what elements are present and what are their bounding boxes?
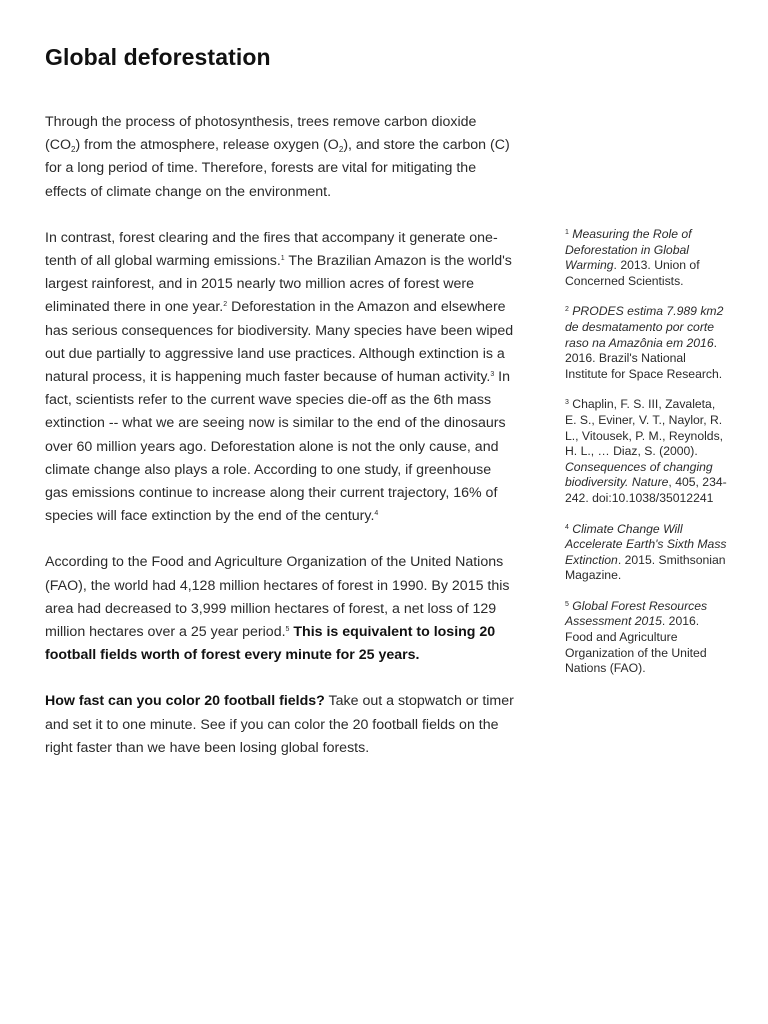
footnote-number: 5 xyxy=(565,600,569,608)
emphasis-text: This is equivalent to losing 20 football fields worth of forest every minute for 25 years. xyxy=(45,624,496,664)
paragraph-fao xyxy=(45,551,515,667)
paragraph-text: In fact, scientists refer to the current wave species die-off as the 6th mass extinction -- what we are seeing now is similar to the end of the dinosaurs over 60 million years ago. Deforestation alone is not the only cause, and climate change also plays a role. According to one study, if greenhouse gas emissions continue to increase along their current trajectory, 16% of species will face extinction by the end of the century. xyxy=(45,369,510,525)
footnote-title: Consequences of changing biodiversity. Nature xyxy=(565,459,713,490)
paragraph-text: ) from the atmosphere, release oxygen (O xyxy=(75,137,339,154)
paragraph-text: Take out a stopwatch or timer and set it to one minute. See if you can color the 20 football fields on the right faster than we have been losing global forests. xyxy=(45,693,514,756)
footnote-title: Global Forest Resources Assessment 2015 xyxy=(565,598,708,629)
footnote-title: Climate Change Will Accelerate Earth's Sixth Mass Extinction xyxy=(565,521,727,567)
footnote-ref-2: 2 xyxy=(223,301,228,309)
paragraph-activity xyxy=(45,690,515,760)
paragraph-text: Through the process of photosynthesis, trees remove carbon dioxide (CO xyxy=(45,114,477,154)
footnote-ref-1: 1 xyxy=(280,255,285,263)
footnote-1 xyxy=(565,227,730,289)
footnote-number: 2 xyxy=(565,306,569,314)
footnote-title: Measuring the Role of Deforestation in Global Warming xyxy=(565,227,692,273)
footnote-number: 1 xyxy=(565,229,569,236)
footnote-title: PRODES estima 7.989 km2 de desmatamento por corte raso na Amazônia em 2016 xyxy=(565,304,724,350)
activity-question: How fast can you color 20 football fields? xyxy=(45,693,325,710)
footnote-text: . 2016. Food and Agriculture Organization of the United Nations (FAO). xyxy=(565,614,707,676)
footnote-text: , 405, 234-242. doi:10.1038/35012241 xyxy=(565,475,727,505)
paragraph-text: According to the Food and Agriculture Organization of the United Nations (FAO), the world had 4,128 million hectares of forest in 1990. By 2015 this area had decreased to 3,999 million hectares of forest, a net loss of 129 million hectares over a 25 year period. xyxy=(45,554,510,641)
paragraph-text: ), and store the carbon (C) for a long period of time. Therefore, forests are vital for mitigating the effects of climate change on the environment. xyxy=(45,137,510,200)
footnote-ref-4: 4 xyxy=(374,510,379,518)
paragraph-photosynthesis xyxy=(45,111,515,204)
page-title: Global deforestation xyxy=(45,44,271,70)
footnote-text: . 2015. Smithsonian Magazine. xyxy=(565,552,726,583)
footnote-ref-3: 3 xyxy=(490,371,495,379)
main-text xyxy=(45,111,515,783)
paragraph-text: The Brazilian Amazon is the world's largest rainforest, and in 2015 nearly two million acres of forest were eliminated there in one year. xyxy=(45,253,512,316)
footnote-text: Chaplin, F. S. III, Zavaleta, E. S., Eviner, V. T., Naylor, R. L., Vitousek, P. M., Reynolds, H. L., … Diaz, S. (2000). xyxy=(565,397,724,459)
footnote-4 xyxy=(565,522,730,584)
paragraph-text: In contrast, forest clearing and the fires that accompany it generate one-tenth of all global warming emissions. xyxy=(45,229,498,270)
subscript: 2 xyxy=(71,145,76,155)
paragraph-emissions xyxy=(45,227,515,529)
footnote-3 xyxy=(565,397,730,506)
footnote-number: 3 xyxy=(565,399,569,407)
footnote-5 xyxy=(565,599,730,677)
footnotes xyxy=(565,227,730,692)
subscript: 2 xyxy=(338,145,344,155)
paragraph-text: Deforestation in the Amazon and elsewhere has serious consequences for biodiversity. Many species have been wiped out due partially to aggressive land use practices. Although extinction is a natural process, it is happening much faster because of human activity. xyxy=(45,299,514,386)
footnote-2 xyxy=(565,304,730,382)
footnote-text: . 2016. Brazil's National Institute for Space Research. xyxy=(565,335,723,381)
footnote-number: 4 xyxy=(565,523,569,531)
footnote-ref-5: 5 xyxy=(285,626,290,634)
footnote-text: . 2013. Union of Concerned Scientists. xyxy=(565,258,700,288)
